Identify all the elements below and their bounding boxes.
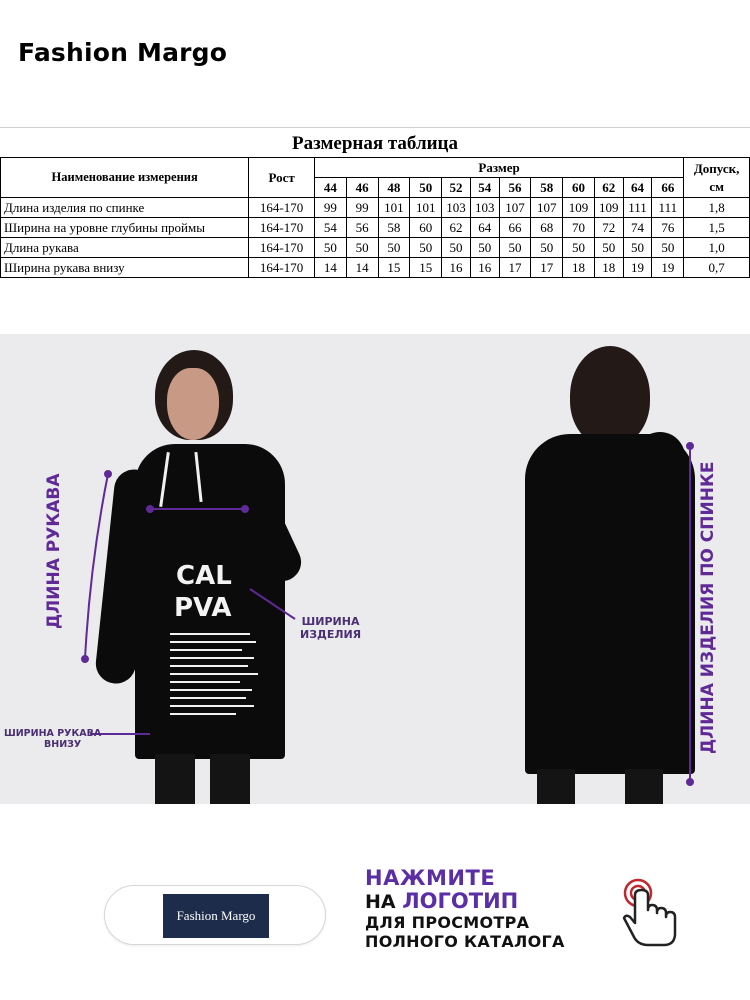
table-cell: 50: [652, 238, 684, 258]
size-table: [0, 157, 750, 278]
size-header-cell: 56: [499, 178, 531, 198]
label-back-length: ДЛИНА ИЗДЕЛИЯ ПО СПИНКЕ: [698, 461, 718, 754]
table-cell: 58: [378, 218, 410, 238]
table-cell: Ширина рукава внизу: [1, 258, 249, 278]
label-sleeve-bottom-width: [4, 729, 101, 751]
table-cell: 56: [346, 218, 378, 238]
table-cell: 103: [442, 198, 471, 218]
table-cell: 19: [623, 258, 652, 278]
cta-line-3: ДЛЯ ПРОСМОТРА: [365, 912, 530, 932]
print-text-2: PVA: [174, 593, 232, 623]
pointer-hand-icon: [620, 877, 684, 949]
table-cell: Длина изделия по спинке: [1, 198, 249, 218]
table-cell: 164-170: [249, 258, 315, 278]
table-cell: 50: [594, 238, 623, 258]
table-cell: 19: [652, 258, 684, 278]
table-cell: 101: [378, 198, 410, 218]
cta-line-1: НАЖМИТЕ: [365, 866, 496, 890]
table-cell: 111: [623, 198, 652, 218]
label-product-width-line2: ИЗДЕЛИЯ: [300, 627, 362, 641]
size-header-cell: 58: [531, 178, 563, 198]
divider: [0, 127, 750, 128]
table-cell: 50: [563, 238, 595, 258]
size-table-title: Размерная таблица: [291, 133, 459, 154]
table-cell: 14: [346, 258, 378, 278]
logo-link[interactable]: [104, 885, 326, 945]
brand-title: Fashion Margo: [18, 38, 228, 67]
header-height: Рост: [249, 158, 315, 198]
brand-logo[interactable]: Fashion Margo: [163, 894, 269, 938]
table-cell: 109: [594, 198, 623, 218]
catalog-cta: [365, 866, 565, 951]
table-cell: 111: [652, 198, 684, 218]
table-cell: 164-170: [249, 218, 315, 238]
table-cell: 54: [314, 218, 346, 238]
table-cell: 50: [378, 238, 410, 258]
table-cell: 107: [531, 198, 563, 218]
table-cell: 101: [410, 198, 442, 218]
table-cell: 50: [531, 238, 563, 258]
table-cell: 164-170: [249, 238, 315, 258]
table-cell: 50: [623, 238, 652, 258]
table-cell: 70: [563, 218, 595, 238]
size-header-cell: 54: [470, 178, 499, 198]
table-cell: 17: [499, 258, 531, 278]
table-cell: 14: [314, 258, 346, 278]
table-cell: 1,5: [684, 218, 750, 238]
table-row: [1, 218, 750, 238]
table-cell: 60: [410, 218, 442, 238]
table-row: [1, 198, 750, 218]
table-cell: 16: [470, 258, 499, 278]
table-cell: 17: [531, 258, 563, 278]
table-cell: 1,8: [684, 198, 750, 218]
table-cell: 66: [499, 218, 531, 238]
table-cell: 18: [563, 258, 595, 278]
table-cell: Длина рукава: [1, 238, 249, 258]
cta-line-2-prefix: НА: [365, 891, 403, 913]
table-cell: 50: [410, 238, 442, 258]
table-cell: 50: [499, 238, 531, 258]
label-product-width: [300, 616, 361, 641]
size-header-cell: 66: [652, 178, 684, 198]
table-cell: 1,0: [684, 238, 750, 258]
table-cell: 50: [470, 238, 499, 258]
table-cell: 15: [378, 258, 410, 278]
table-cell: 109: [563, 198, 595, 218]
table-cell: 62: [442, 218, 471, 238]
table-row: [1, 258, 750, 278]
size-header-cell: 48: [378, 178, 410, 198]
table-cell: 64: [470, 218, 499, 238]
table-cell: Ширина на уровне глубины проймы: [1, 218, 249, 238]
measurement-guides: [0, 334, 750, 804]
table-cell: 68: [531, 218, 563, 238]
label-sleeve-length: ДЛИНА РУКАВА: [44, 473, 64, 629]
table-cell: 15: [410, 258, 442, 278]
table-cell: 18: [594, 258, 623, 278]
table-cell: 16: [442, 258, 471, 278]
size-header-cell: 52: [442, 178, 471, 198]
table-cell: 103: [470, 198, 499, 218]
print-text-1: CAL: [176, 561, 232, 591]
product-photo: [0, 334, 750, 804]
label-product-width-line1: ШИРИНА: [301, 615, 360, 628]
header-measurement-name: Наименование измерения: [1, 158, 249, 198]
size-header-cell: 50: [410, 178, 442, 198]
table-cell: 50: [346, 238, 378, 258]
cta-line-2: [365, 890, 565, 913]
size-header-cell: 44: [314, 178, 346, 198]
table-cell: 107: [499, 198, 531, 218]
table-cell: 99: [346, 198, 378, 218]
table-cell: 99: [314, 198, 346, 218]
label-sleeve-width-line2: ВНИЗУ: [44, 738, 82, 750]
table-cell: 0,7: [684, 258, 750, 278]
size-header-cell: 46: [346, 178, 378, 198]
table-row: [1, 238, 750, 258]
header-tolerance: Допуск, см: [684, 158, 750, 198]
size-header-cell: 64: [623, 178, 652, 198]
table-cell: 50: [314, 238, 346, 258]
size-header-cell: 60: [563, 178, 595, 198]
table-cell: 76: [652, 218, 684, 238]
cta-line-2-accent: ЛОГОТИП: [402, 889, 519, 913]
header-size: Размер: [314, 158, 683, 178]
size-header-cell: 62: [594, 178, 623, 198]
label-sleeve-width-line1: ШИРИНА РУКАВА: [4, 728, 102, 739]
cta-line-4: ПОЛНОГО КАТАЛОГА: [365, 932, 565, 952]
table-cell: 74: [623, 218, 652, 238]
table-cell: 50: [442, 238, 471, 258]
table-cell: 164-170: [249, 198, 315, 218]
table-cell: 72: [594, 218, 623, 238]
